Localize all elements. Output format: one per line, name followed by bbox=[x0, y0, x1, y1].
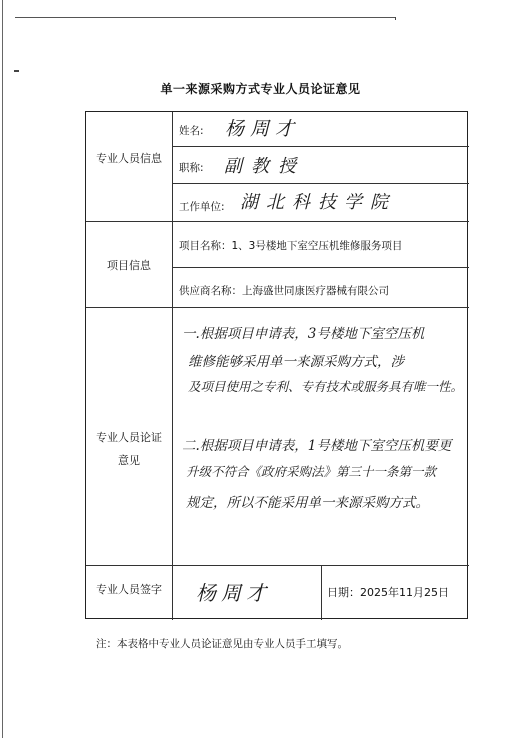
row-divider bbox=[172, 267, 469, 268]
column-divider bbox=[172, 112, 173, 620]
signature-label: 专业人员签字 bbox=[96, 583, 162, 596]
opinion-line: 升级不符合《政府采购法》第三十一条第一款 bbox=[186, 464, 437, 479]
unit-label: 工作单位: bbox=[179, 201, 225, 213]
footnote: 注：本表格中专业人员论证意见由专业人员手工填写。 bbox=[96, 638, 348, 650]
signature-date: 日期：2025年11月25日 bbox=[327, 586, 449, 599]
scan-edge-top bbox=[15, 17, 395, 18]
scan-edge-left bbox=[2, 0, 3, 738]
row-divider bbox=[86, 565, 469, 566]
opinion-line: 二.根据项目申请表，1号楼地下室空压机要更 bbox=[182, 438, 452, 454]
row-divider bbox=[86, 307, 469, 308]
supplier-name: 供应商名称：上海盛世同康医疗器械有限公司 bbox=[179, 285, 389, 297]
row-divider bbox=[86, 221, 469, 222]
name-handwritten: 杨周才 bbox=[225, 118, 301, 140]
document-title: 单一来源采购方式专业人员论证意见 bbox=[160, 82, 361, 96]
opinion-label-line2: 意见 bbox=[118, 454, 140, 467]
row-divider bbox=[172, 146, 469, 147]
expert-info-label: 专业人员信息 bbox=[96, 152, 162, 165]
title-label: 职称: bbox=[179, 162, 204, 174]
scan-mark bbox=[395, 17, 396, 20]
scan-mark bbox=[14, 70, 19, 72]
name-label: 姓名: bbox=[179, 125, 204, 137]
opinion-label-line1: 专业人员论证 bbox=[96, 431, 162, 444]
title-handwritten: 副教授 bbox=[224, 156, 305, 177]
project-info-label: 项目信息 bbox=[107, 259, 151, 272]
opinion-line: 规定，所以不能采用单一来源采购方式。 bbox=[186, 495, 429, 511]
opinion-line: 一.根据项目申请表，3号楼地下室空压机 bbox=[182, 326, 425, 342]
column-divider bbox=[321, 565, 322, 620]
unit-handwritten: 湖北科技学院 bbox=[240, 192, 396, 213]
project-name: 项目名称：1、3号楼地下室空压机维修服务项目 bbox=[179, 240, 403, 252]
row-divider bbox=[172, 183, 469, 184]
opinion-line: 及项目使用之专利、专有技术或服务具有唯一性。 bbox=[188, 379, 464, 394]
opinion-line: 维修能够采用单一来源采购方式，涉 bbox=[188, 354, 404, 370]
signature-handwritten: 杨周才 bbox=[196, 581, 271, 605]
